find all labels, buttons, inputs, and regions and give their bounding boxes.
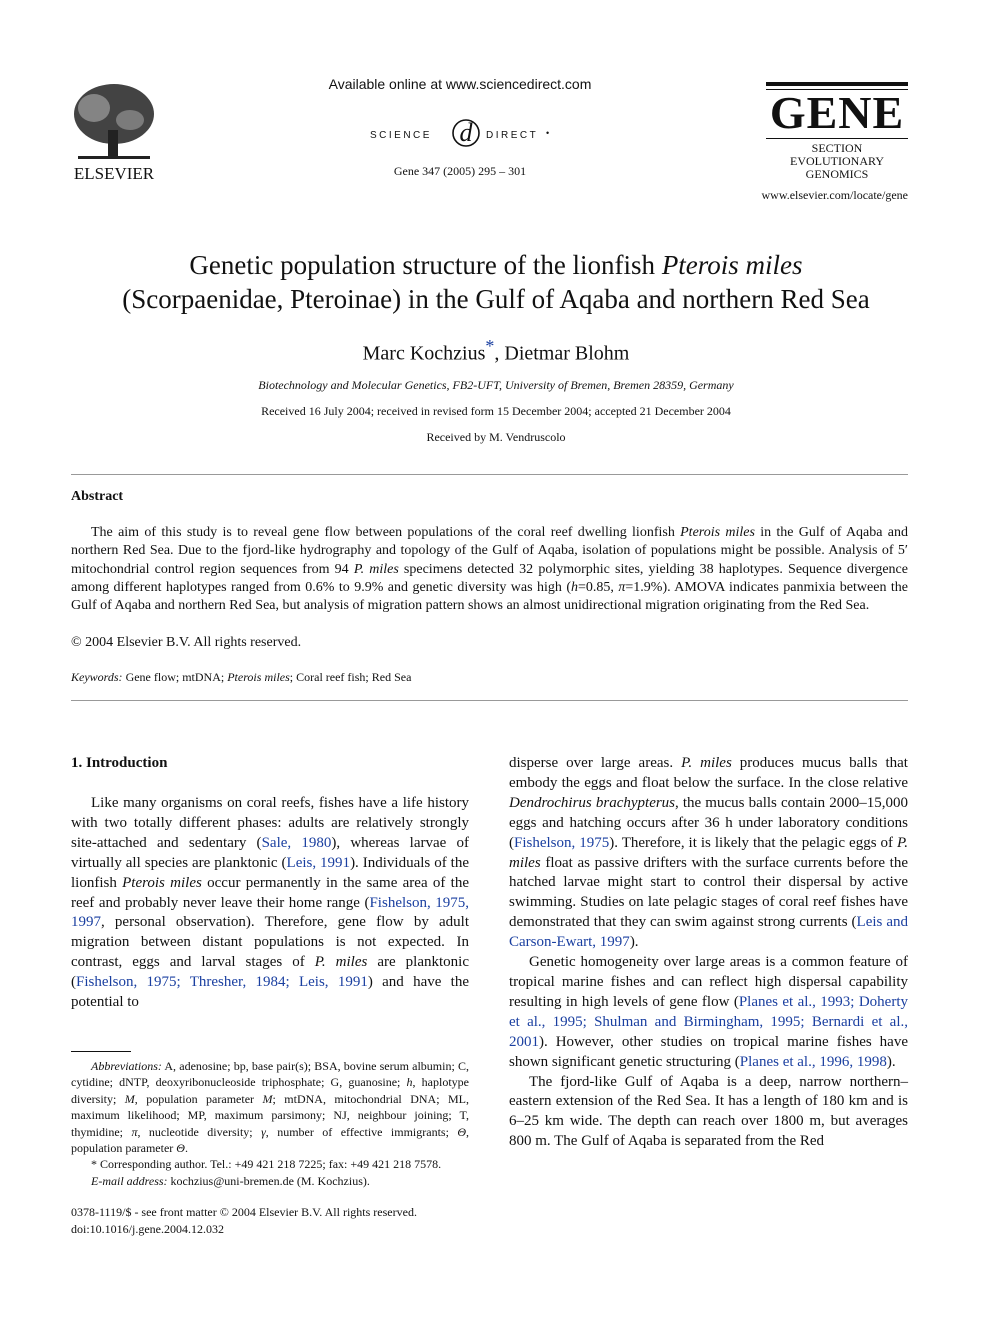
citation-link[interactable]: Planes et al., 1993; Doherty et al., 1995; Shulman and Birmingham, 1995; Bernardi et al., 2001 (509, 993, 908, 1050)
author-list: Marc Kochzius*, Dietmar Blohm (362, 336, 630, 365)
divider (71, 700, 908, 701)
elsevier-tree-logo (68, 80, 160, 182)
journal-section-label: SECTION (811, 141, 863, 155)
keywords: Keywords: Gene flow; mtDNA; Pterois miles; Coral reef fish; Red Sea (71, 670, 412, 684)
citation-link[interactable]: Fishelson, 1975; Thresher, 1984; Leis, 1991 (76, 974, 368, 991)
section-heading: 1. Introduction (71, 755, 168, 771)
sciencedirect-logo (370, 116, 554, 152)
citation-link[interactable]: Fishelson, 1975, 1997 (71, 894, 469, 931)
issn-line: 0378-1119/$ - see front matter © 2004 Elsevier B.V. All rights reserved. (71, 1205, 417, 1219)
keywords-label: Keywords: (71, 670, 123, 684)
sciencedirect-right: DIRECT (486, 130, 539, 141)
svg-text:d: d (459, 118, 473, 147)
elsevier-wordmark: ELSEVIER (73, 164, 155, 182)
citation-link[interactable]: Sale, 1980 (261, 834, 332, 851)
citation-link[interactable]: Planes et al., 1996, 1998 (739, 1053, 887, 1070)
article-title: Genetic population structure of the lionfish Pterois miles (Scorpaenidae, Pteroinae) in the Gulf of Aqaba and northern Red Sea (122, 250, 870, 314)
doi[interactable]: doi:10.1016/j.gene.2004.12.032 (71, 1222, 224, 1236)
handling-editor: Received by M. Vendruscolo (426, 430, 566, 444)
body-text-right-column: disperse over large areas. P. miles produces mucus balls that embody the eggs and float below the surface. In the close relative Dendrochirus brachypterus, the mucus balls contain 2000–15,000 eggs and hatching occurs after 36 h under laboratory conditions (Fishelson, 1975). Therefore, it is likely that the pelagic eggs of P. miles float as passive drifters with the surface currents before the hatched larvae might start to control their dispersal by active swimming. Studies on late pelagic stages of coral reef fishes have demonstrated that they can swim against strong currents (Leis and Carson-Ewart, 1997). Genetic homogeneity over large areas is a common feature of tropical marine fishes and can reflect high dispersal capability resulting in high levels of gene flow (Planes et al., 1993; Doherty et al., 1995; Shulman and Birmingham, 1995; Bernardi et al., 2001). However, other studies on tropical marine fishes have shown significant genetic structuring (Planes et al., 1996, 1998). The fjord-like Gulf of Aqaba is a deep, narrow northern–eastern extension of the Red Sea. It has a length of 180 km and is 6–25 km wide. The depth can reach over 1800 m, but averages 800 m. The Gulf of Aqaba is separated from the Red (509, 755, 909, 1150)
journal-masthead (766, 82, 908, 181)
journal-name: GENE (769, 87, 905, 138)
footnotes: Abbreviations: A, adenosine; bp, base pair(s); BSA, bovine serum albumin; C, cytidine; dNTP, deoxyribonucleoside triphosphate; G, guanosine; h, haplotype diversity; M, population parameter M; mtDNA, mitochondrial DNA; ML, maximum likelihood; MP, maximum parsimony; NJ, neighbour joining; T, thymidine; π, nucleotide diversity; γ, number of effective immigrants; Θ, population parameter Θ. * Corresponding author. Tel.: +49 421 218 7225; fax: +49 421 218 7578. E-mail address: kochzius@uni-bremen.de (M. Kochzius). (71, 1059, 470, 1188)
citation-link[interactable]: Fishelson, 1975 (514, 834, 610, 851)
journal-citation: Gene 347 (2005) 295 – 301 (393, 164, 527, 178)
author-email[interactable]: kochzius@uni-bremen.de (M. Kochzius). (167, 1173, 370, 1188)
citation-link[interactable]: Leis and Carson-Ewart, 1997 (509, 914, 909, 951)
journal-url-link[interactable]: www.elsevier.com/locate/gene (761, 188, 908, 202)
author-name[interactable]: Dietmar Blohm (504, 342, 630, 365)
sciencedirect-left: SCIENCE (370, 130, 432, 141)
article-history: Received 16 July 2004; received in revised form 15 December 2004; accepted 21 December 2004 (261, 404, 731, 418)
body-text-left-column: Like many organisms on coral reefs, fishes have a life history with two totally different phases: adults are relatively strongly site-attached and sedentary (Sale, 1980), whereas larvae of virtually all species are planktonic (Leis, 1991). Individuals of the lionfish Pterois miles occur permanently in the same area of the reef and probably never leave their home range (Fishelson, 1975, 1997, personal observation). Therefore, gene flow by adult migration between distant populations is not expected. In contrast, eggs and larval stages of P. miles are planktonic (Fishelson, 1975; Thresher, 1984; Leis, 1991) and have the potential to (71, 795, 470, 1011)
front-matter (71, 1204, 417, 1238)
sciencedirect-mark: • (546, 128, 550, 138)
footnote-divider (71, 1051, 131, 1052)
citation-link[interactable]: Leis, 1991 (286, 854, 351, 871)
title-species: Pterois miles (661, 250, 803, 280)
journal-section-name: EVOLUTIONARY GENOMICS (790, 154, 884, 181)
abstract-heading: Abstract (71, 489, 124, 504)
available-online-text: Available online at www.sciencedirect.com (328, 76, 592, 92)
divider (71, 474, 908, 475)
abstract-copyright: © 2004 Elsevier B.V. All rights reserved. (71, 635, 302, 650)
abstract-text: The aim of this study is to reveal gene flow between populations of the coral reef dwelling lionfish Pterois miles in the Gulf of Aqaba and northern Red Sea. Due to the fjord-like hydrography and topology of the Gulf of Aqaba, isolation of populations might be possible. Analysis of 5′ mitochondrial control region sequences from 94 P. miles specimens detected 32 polymorphic sites, yielding 38 haplotypes. Sequence divergence among different haplotypes ranged from 0.6% to 9.9% and genetic diversity was high (h=0.85, π=1.9%). AMOVA indicates panmixia between the Gulf of Aqaba and northern Red Sea, but analysis of migration pattern shows an almost unidirectional migration originating from the Red Sea. (71, 525, 908, 614)
author-name[interactable]: Marc Kochzius (362, 342, 486, 365)
corresponding-author-mark[interactable]: * (485, 336, 495, 356)
affiliation: Biotechnology and Molecular Genetics, FB2-UFT, University of Bremen, Bremen 28359, Germany (258, 378, 734, 392)
corresponding-author-note: * Corresponding author. Tel.: +49 421 218 7225; fax: +49 421 218 7578. (91, 1157, 442, 1172)
